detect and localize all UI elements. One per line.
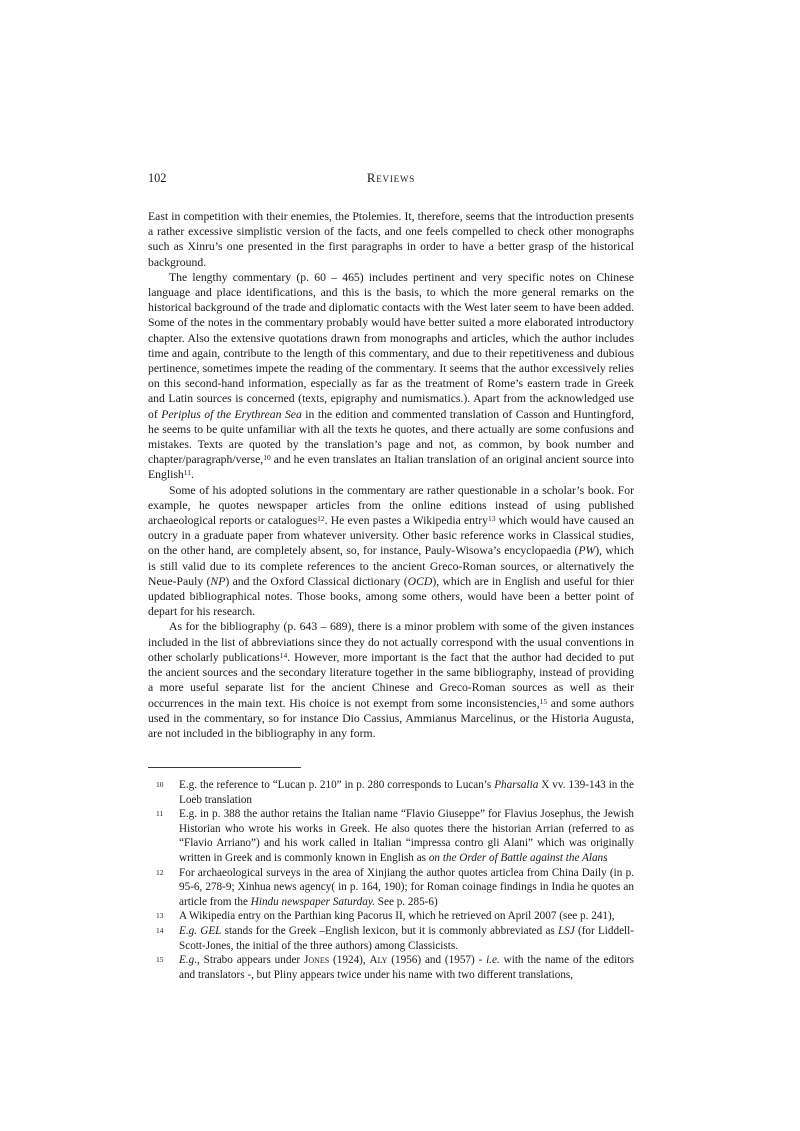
- footnotes-section: [148, 778, 634, 982]
- text-segment: LSJ: [557, 925, 575, 938]
- footnote-number: 15: [156, 955, 164, 965]
- footnote: [148, 807, 634, 865]
- text-segment: which would have caused an outcry in a graduate paper from whatever university. Other basic reference works in Classical studies, on the other hand, are completely absent, so, for instance, Pauly-Wisowa’s encyclopaedia (: [148, 514, 634, 558]
- footnote-number: 14: [156, 926, 164, 936]
- text-segment: ) and the Oxford Classical dictionary (: [225, 574, 408, 588]
- page-content: [148, 171, 634, 982]
- text-segment: and some authors used in the commentary, so for instance Dio Cassius, Ammianus Marcelinus, or the Historia Augusta, are not included in the bibliography in any form.: [148, 696, 635, 740]
- footnote: [148, 909, 634, 924]
- text-segment: Pharsalia: [494, 779, 539, 792]
- text-segment: See p. 285-6): [374, 895, 438, 908]
- text-segment: E.g.: [179, 954, 198, 967]
- footnote: [148, 924, 634, 953]
- text-segment: E.g. GEL: [179, 925, 222, 938]
- text-segment: A Wikipedia entry on the Parthian king Pacorus II, which he retrieved on April 2007 (see p. 241),: [179, 910, 615, 923]
- text-segment: (1924),: [329, 954, 370, 967]
- text-segment: As for the bibliography (p. 643 – 689), there is a minor problem with some of the given instances included in the list of abbreviations since they do not actually correspond with the usual conventions in other scholarly publications: [148, 620, 634, 664]
- text-segment: For archaeological surveys in the area of Xinjiang the author quotes articlea from China Daily (in p. 95-6, 278-9; Xinhua news agency( in p. 164, 190); for Roman coinage findings in India he quotes an article from the: [179, 866, 634, 908]
- text-segment: Periplus of the Erythrean Sea: [161, 407, 302, 421]
- footnote-reference: 13: [488, 514, 496, 524]
- footnote-number: 12: [156, 867, 164, 877]
- text-segment: ), which are in English and useful for thier updated bibliographical notes. Those books, among some others, would have been a better point of depart for his research.: [148, 574, 634, 619]
- text-segment: E.g. the reference to “Lucan p. 210” in p. 280 corresponds to Lucan’s: [179, 779, 495, 792]
- text-segment: Some of his adopted solutions in the commentary are rather questionable in a scholar’s book. For example, he quotes newspaper articles from the online editions instead of using published archaeological reports or catalogues: [148, 483, 634, 528]
- text-segment: Hindu newspaper Saturday.: [250, 895, 375, 908]
- footnote-separator: [148, 767, 301, 768]
- footnote-number: 11: [156, 809, 164, 819]
- paragraph: [148, 619, 634, 741]
- text-segment: NP: [210, 574, 226, 588]
- text-segment: (1956) and (1957) -: [387, 954, 487, 967]
- paragraph: [148, 270, 634, 483]
- text-segment: stands for the Greek –English lexicon, but it is commonly abbreviated as: [221, 925, 558, 938]
- text-segment: ), which is still valid due to its complete references to the ancient Greco-Roman sources, or alternatively the Neue-Pauly (: [148, 544, 634, 588]
- footnote: [148, 866, 634, 910]
- text-segment: , Strabo appears under: [197, 954, 304, 967]
- text-segment: with the name of the editors and translators -, but Pliny appears twice under his name with two different translations,: [179, 954, 634, 981]
- text-segment: OCD: [407, 574, 433, 588]
- footnote-reference: 14: [279, 650, 288, 660]
- text-segment: (for Liddell- Scott-Jones, the initial of the three authors) among Classicists.: [179, 925, 634, 952]
- page-header: [148, 171, 634, 187]
- text-segment: . However, more important is the fact that the author had decided to put the ancient sources and the secondary literature together in the same bibliography, instead of providing a more useful separate list for the ancient Chinese and Greco-Roman sources as well as their occurrences in the main text. His choice is not exempt from some inconsistencies,: [148, 650, 634, 710]
- text-segment: East in competition with their enemies, the Ptolemies. It, therefore, seems that the introduction presents a rather excessive simplistic version of the facts, and one feels compelled to check other monographs such as Xinru’s one presented in the first paragraphs in order to have a better grasp of the historical background.: [148, 210, 634, 269]
- footnote: [148, 953, 634, 982]
- text-segment: Jones: [303, 954, 330, 967]
- page-number: 102: [148, 171, 167, 185]
- footnote-reference: 10: [263, 453, 271, 463]
- text-segment: .: [190, 468, 194, 482]
- text-segment: on the Order of Battle against the Alans: [428, 852, 608, 865]
- text-segment: E.g. in p. 388 the author retains the Italian name “Flavio Giuseppe” for Flavius Josephus, the Jewish Historian who wrote his works in Greek. He also quotes there the historian Arrian (referred to as “Flavio Arriano”) and his work called in Italian “impressa contro gli Alani” which was originally written in Greek and is commonly known in English as: [179, 808, 634, 865]
- running-head: Reviews: [366, 171, 416, 185]
- text-segment: and he even translates an Italian translation of an original ancient source into English: [148, 453, 634, 482]
- footnote: [148, 778, 634, 807]
- text-segment: The lengthy commentary (p. 60 – 465) includes pertinent and very specific notes on Chinese language and place identifications, and this is the basis, to which the more general remarks on the historical background of the trade and diplomatic contacts with the West later seem to have been added. Some of the notes in the commentary probably would have better suited a more elaborated introductory chapter. Also the extensive quotations drawn from monographs and articles, which the author includes time and again, contribute to the length of this commentary, and due to their repetitiveness and dubious pertinence, sometimes impete the reading of the commentary. It seems that the author excessively relies on this second-hand information, especially as far as the treatment of Rome’s eastern trade in Greek and Latin sources is concerned (texts, epigraphy and numismatics.). Apart from the acknowledged use of: [148, 270, 634, 421]
- text-segment: in the edition and commented translation of Casson and Huntingford, he seems to be quite unfamiliar with all the texts he quotes, and there actually are some confusions and mistakes. Texts are quoted by the translation’s page and not, as common, by book number and chapter/paragraph/verse,: [148, 407, 634, 467]
- footnote-number: 13: [156, 911, 164, 921]
- text-segment: Aly: [369, 954, 388, 967]
- footnote-number: 10: [156, 780, 164, 790]
- text-segment: i.e.: [486, 954, 500, 967]
- paragraph: [148, 483, 634, 620]
- footnote-reference: 12: [317, 514, 325, 524]
- review-body: [148, 209, 634, 741]
- text-segment: PW: [578, 544, 596, 558]
- footnote-reference: 15: [539, 696, 548, 706]
- text-segment: . He even pastes a Wikipedia entry: [324, 514, 488, 528]
- text-segment: X vv. 139-143 in the Loeb translation: [179, 779, 634, 806]
- footnote-reference: 11: [183, 468, 191, 478]
- paragraph: [148, 209, 634, 270]
